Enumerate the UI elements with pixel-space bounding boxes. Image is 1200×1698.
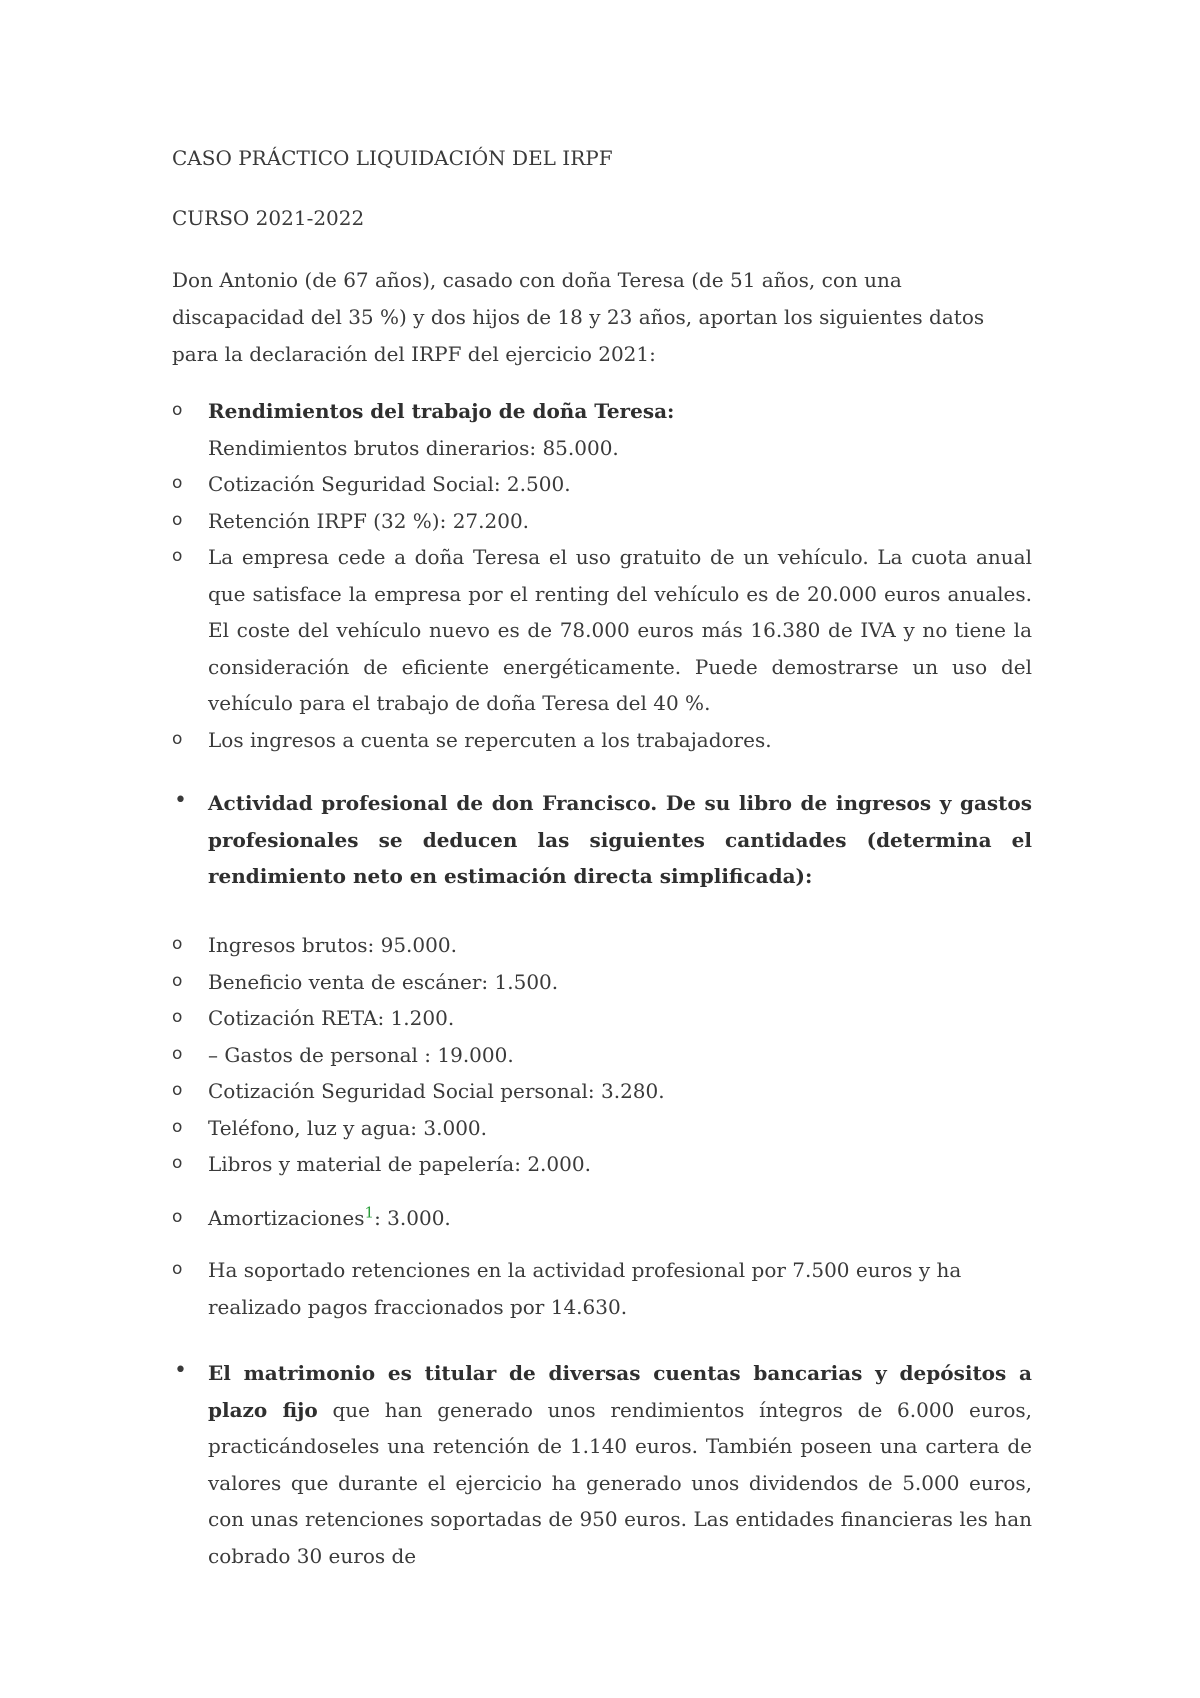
list-item — [172, 1110, 1032, 1147]
list-item — [172, 466, 1032, 503]
circle-bullet: o — [172, 1116, 183, 1137]
trabajo-line1: Rendimientos brutos dinerarios: 85.000. — [208, 435, 619, 460]
matrimonio-text: que han generado unos rendimientos íntegros de 6.000 euros, practicándoseles una retención de 1.140 euros. También poseen una cartera de valores que durante el ejercicio ha generado unos dividendos de 5.000 euros, con unas retenciones soportadas de 950 euros. Las entidades financieras les han cobrado 30 euros de — [208, 1397, 1032, 1568]
trabajo-heading: Rendimientos del trabajo de doña Teresa: — [208, 399, 675, 423]
item-text: Cotización Seguridad Social personal: 3.280. — [208, 1079, 665, 1103]
list-item — [172, 785, 1032, 895]
actividad-heading: Actividad profesional de don Francisco. De su libro de ingresos y gastos profesionales se deducen las siguientes cantidades (determina el rendimiento neto en estimación directa simplificada): — [208, 791, 1032, 888]
circle-bullet: o — [172, 934, 183, 954]
list-item — [172, 1000, 1032, 1037]
amortizaciones-label: Amortizaciones — [208, 1206, 365, 1230]
list-item — [172, 1037, 1032, 1074]
retenciones-text: Ha soportado retenciones en la actividad profesional por 7.500 euros y ha realizado pagos fraccionados por 14.630. — [208, 1258, 962, 1319]
amortizaciones-value: : 3.000. — [374, 1206, 451, 1230]
circle-bullet: o — [172, 1043, 183, 1064]
item-text: – Gastos de personal : 19.000. — [208, 1042, 514, 1067]
circle-bullet: o — [172, 1259, 183, 1279]
item-text: Libros y material de papelería: 2.000. — [208, 1152, 591, 1176]
circle-bullet: o — [172, 400, 183, 420]
circle-bullet: o — [172, 473, 183, 493]
document-title: CASO PRÁCTICO LIQUIDACIÓN DEL IRPF — [172, 146, 613, 170]
item-text: La empresa cede a doña Teresa el uso gratuito de un vehículo. La cuota anual que satisface la empresa por el renting del vehículo es de 20.000 euros anuales. El coste del vehículo nuevo es de 78.000 euros más 16.380 de IVA y no tiene la consideración de eficiente energéticamente. Puede demostrarse un uso del vehículo para el trabajo de doña Teresa del 40 %. — [208, 545, 1032, 715]
circle-bullet: o — [172, 728, 183, 749]
dot-bullet: • — [174, 788, 187, 813]
amortizaciones-list — [172, 1200, 1032, 1237]
footnote-link[interactable]: 1 — [364, 1203, 375, 1222]
actividad-list — [172, 927, 1032, 1183]
actividad-heading-list — [172, 785, 1032, 895]
item-text: Los ingresos a cuenta se repercuten a los trabajadores. — [208, 727, 772, 752]
list-item — [172, 927, 1032, 964]
circle-bullet: o — [172, 546, 183, 566]
item-text: Retención IRPF (32 %): 27.200. — [208, 508, 530, 533]
course-label: CURSO 2021-2022 — [172, 206, 365, 230]
dot-bullet: • — [174, 1358, 187, 1383]
matrimonio-heading: El matrimonio es titular de diversas cuentas bancarias y depósitos a plazo fijo — [208, 1361, 1032, 1422]
list-item — [172, 722, 1032, 759]
list-item — [172, 539, 1032, 722]
item-text: Teléfono, luz y agua: 3.000. — [208, 1115, 488, 1140]
item-text: Cotización RETA: 1.200. — [208, 1006, 455, 1030]
list-item — [172, 1252, 1032, 1325]
circle-bullet: o — [172, 1007, 183, 1027]
list-item — [172, 964, 1032, 1001]
list-item — [172, 1073, 1032, 1110]
list-item — [172, 1355, 1032, 1574]
circle-bullet: o — [172, 1080, 183, 1100]
item-text: Cotización Seguridad Social: 2.500. — [208, 472, 571, 496]
intro-paragraph: Don Antonio (de 67 años), casado con doña Teresa (de 51 años, con una discapacidad del 35 %) y dos hijos de 18 y 23 años, aportan los siguientes datos para la declaración del IRPF del ejercicio 2021: — [172, 268, 985, 366]
circle-bullet: o — [172, 1207, 183, 1227]
circle-bullet: o — [172, 509, 183, 530]
matrimonio-list — [172, 1355, 1032, 1574]
item-text: Ingresos brutos: 95.000. — [208, 933, 457, 957]
circle-bullet: o — [172, 970, 183, 991]
item-text: Beneficio venta de escáner: 1.500. — [208, 969, 559, 994]
retenciones-list — [172, 1252, 1032, 1325]
list-item — [172, 1200, 1032, 1237]
list-item — [172, 503, 1032, 540]
list-item — [172, 393, 1032, 466]
list-item — [172, 1146, 1032, 1183]
trabajo-list — [172, 393, 1032, 758]
circle-bullet: o — [172, 1153, 183, 1173]
